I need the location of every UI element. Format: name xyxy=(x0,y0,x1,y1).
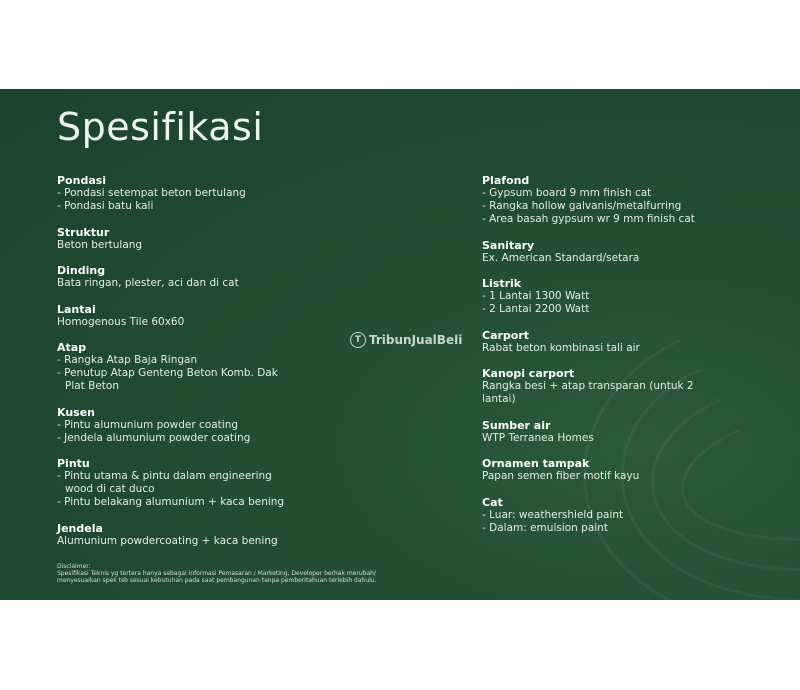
section-line: - Pintu alumunium powder coating xyxy=(57,418,239,431)
spec-section-sumber-air xyxy=(482,419,732,445)
section-line: - Penutup Atap Genteng Beton Komb. Dak xyxy=(57,367,278,379)
right-column xyxy=(482,174,732,547)
section-title: Atap xyxy=(57,341,87,354)
section-title: Sanitary xyxy=(482,238,535,252)
section-line: Rangka besi + atap transparan (untuk 2 xyxy=(482,380,694,392)
spec-section-kusen xyxy=(57,406,307,445)
section-line: - Area basah gypsum wr 9 mm finish cat xyxy=(482,213,695,225)
section-line: Papan semen fiber motif kayu xyxy=(482,470,640,482)
section-line: Ex. American Standard/setara xyxy=(482,251,640,264)
section-title: Listrik xyxy=(482,277,522,290)
spec-section-dinding xyxy=(57,264,307,290)
section-title: Pintu xyxy=(57,457,90,470)
section-title: Cat xyxy=(482,495,503,509)
page-title: Spesifikasi xyxy=(57,105,264,149)
section-line: - 2 Lantai 2200 Watt xyxy=(482,303,590,315)
spec-section-plafond xyxy=(482,174,732,226)
section-line: Homogenous Tile 60x60 xyxy=(57,315,185,328)
section-title: Kanopi carport xyxy=(482,367,575,380)
section-line: - Pintu utama & pintu dalam engineering xyxy=(57,470,272,482)
section-title: Ornamen tampak xyxy=(482,457,590,470)
spec-section-pintu xyxy=(57,457,307,509)
section-line: - Jendela alumunium powder coating xyxy=(57,431,251,444)
disclaimer-text: Spesifikasi Teknis yg tertera hanya sebagai informasi Pemasaran / Marketing, Developer berhak merubah/ xyxy=(57,570,376,577)
spec-panel xyxy=(0,89,800,600)
section-line: - Dalam: emulsion paint xyxy=(482,521,608,534)
section-title: Sumber air xyxy=(482,418,551,432)
section-title: Pondasi xyxy=(57,174,107,187)
disclaimer-label: Disclaimer: xyxy=(57,563,91,570)
spec-section-jendela xyxy=(57,522,307,548)
disclaimer xyxy=(57,563,477,584)
section-line: - 1 Lantai 1300 Watt xyxy=(482,290,590,302)
spec-section-sanitary xyxy=(482,239,732,265)
watermark-text: TribunJualBeli xyxy=(369,333,463,347)
section-title: Kusen xyxy=(57,405,96,419)
left-column xyxy=(57,174,307,560)
section-title: Dinding xyxy=(57,264,106,277)
section-line: - Pintu belakang alumunium + kaca bening xyxy=(57,496,285,508)
section-line: Beton bertulang xyxy=(57,238,143,251)
section-line: - Gypsum board 9 mm finish cat xyxy=(482,187,652,199)
section-line: Plat Beton xyxy=(65,380,119,392)
spec-section-listrik xyxy=(482,277,732,316)
section-title: Plafond xyxy=(482,174,530,187)
section-title: Lantai xyxy=(57,302,96,316)
section-title: Jendela xyxy=(57,521,103,535)
section-line: - Luar: weathershield paint xyxy=(482,508,624,521)
disclaimer-text: menyesuaikan spek tsb sesuai kebutuhan pada saat pembangunan tanpa pemberitahuan terlebih dahulu. xyxy=(57,577,377,584)
watermark xyxy=(350,332,462,348)
section-line: - Rangka Atap Baja Ringan xyxy=(57,354,198,366)
spec-section-atap xyxy=(57,341,307,393)
section-line: Alumunium powdercoating + kaca bening xyxy=(57,534,278,547)
section-line: Bata ringan, plester, aci dan di cat xyxy=(57,277,239,289)
spec-section-struktur xyxy=(57,226,307,252)
spec-section-kanopi-carport xyxy=(482,367,732,406)
section-line: Rabat beton kombinasi tali air xyxy=(482,341,640,354)
spec-section-ornamen-tampak xyxy=(482,457,732,483)
spec-section-pondasi xyxy=(57,174,307,213)
section-line: - Pondasi batu kali xyxy=(57,200,154,212)
section-line: lantai) xyxy=(482,393,516,405)
section-title: Carport xyxy=(482,328,530,342)
section-title: Struktur xyxy=(57,225,110,239)
section-line: wood di cat duco xyxy=(65,483,155,495)
spec-section-carport xyxy=(482,329,732,355)
tribun-logo-icon: T xyxy=(350,332,366,348)
spec-section-lantai xyxy=(57,303,307,329)
section-line: - Rangka hollow galvanis/metalfurring xyxy=(482,200,682,212)
section-line: WTP Terranea Homes xyxy=(482,431,594,444)
section-line: - Pondasi setempat beton bertulang xyxy=(57,187,246,199)
spec-section-cat xyxy=(482,496,732,535)
